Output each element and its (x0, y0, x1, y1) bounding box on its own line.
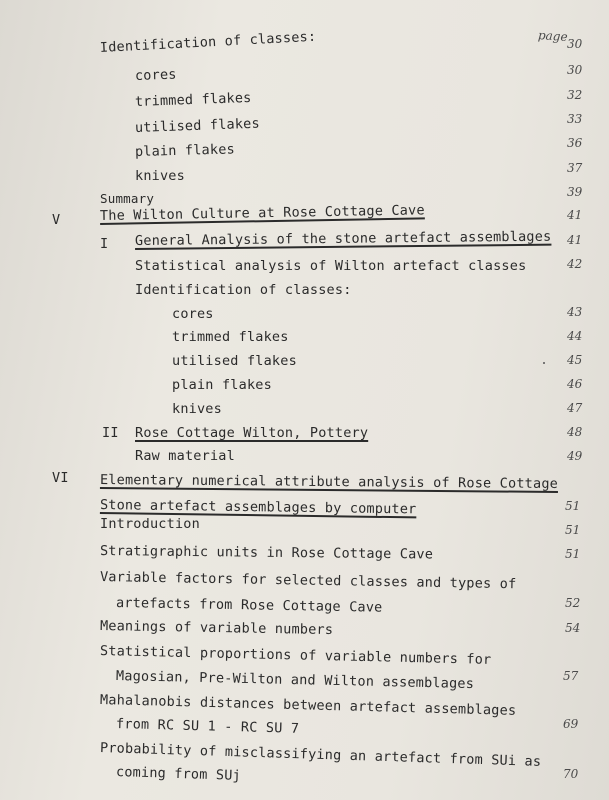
section-numeral: II (102, 425, 119, 441)
toc-entry: Stratigraphic units in Rose Cottage Cave (99, 543, 434, 563)
toc-page-number: 37 (567, 161, 583, 175)
toc-page-number: 51 (565, 547, 581, 561)
toc-entry: Statistical proportions of variable numbers for (99, 643, 492, 668)
toc-entry: cores (134, 66, 177, 84)
toc-entry: Variable factors for selected classes and types of (99, 569, 517, 593)
toc-page-number: 51 (565, 523, 581, 537)
toc-entry: knives (135, 168, 185, 184)
section-title: General Analysis of the stone artefact assemblages (134, 228, 552, 249)
toc-entry: plain flakes (172, 377, 272, 393)
toc-page-number: 41 (567, 233, 583, 247)
toc-entry: Identification of classes: (135, 282, 352, 298)
toc-entry: Probability of misclassifying an artefact from SUi as (99, 740, 542, 770)
toc-page-number: 36 (567, 136, 583, 150)
toc-entry: Statistical analysis of Wilton artefact classes (135, 258, 527, 274)
ink-dot (543, 362, 545, 364)
toc-entry: trimmed flakes (134, 89, 252, 110)
section-numeral: I (100, 236, 109, 252)
toc-entry: Raw material (135, 448, 235, 464)
toc-page-number: 51 (565, 499, 581, 513)
toc-page-number: 70 (563, 767, 579, 781)
toc-page-number: 52 (565, 596, 581, 610)
toc-page-number: 57 (563, 669, 579, 683)
toc-page-number: 30 (567, 63, 583, 77)
toc-entry: Identification of classes: (99, 28, 317, 56)
toc-page-number: 47 (567, 401, 583, 415)
toc-entry: plain flakes (134, 141, 236, 160)
toc-entry: cores (172, 306, 214, 322)
toc-entry-continued: coming from SUj (115, 764, 242, 784)
toc-page-number: 33 (567, 112, 583, 126)
toc-page-number: 41 (567, 208, 583, 222)
toc-entry: knives (172, 401, 222, 417)
toc-entry: Introduction (100, 516, 200, 532)
toc-entry: utilised flakes (134, 115, 261, 136)
toc-page-number: 49 (567, 449, 583, 463)
toc-page-number: 39 (567, 185, 583, 199)
toc-page-number: 42 (567, 257, 583, 271)
toc-entry-continued: Magosian, Pre-Wilton and Wilton assemblages (115, 668, 475, 693)
toc-entry: Summary (100, 191, 155, 206)
chapter-title: The Wilton Culture at Rose Cottage Cave (99, 202, 425, 224)
toc-page-number: 30 (567, 37, 583, 51)
toc-page-number: 54 (565, 621, 581, 635)
toc-page-number: 45 (567, 353, 583, 367)
toc-page-number: 43 (567, 305, 583, 319)
page-column-label: page (537, 27, 569, 45)
toc-entry: trimmed flakes (172, 329, 289, 345)
toc-entry: Meanings of variable numbers (99, 618, 334, 639)
toc-page-number: 48 (567, 425, 583, 439)
chapter-title: Elementary numerical attribute analysis of Rose Cottage (99, 472, 559, 492)
chapter-numeral: V (52, 212, 61, 228)
toc-entry-continued: from RC SU 1 - RC SU 7 (115, 716, 300, 737)
toc-page-number: 69 (563, 717, 579, 731)
toc-entry: Mahalanobis distances between artefact assemblages (99, 692, 517, 719)
toc-page-number: 46 (567, 377, 583, 391)
chapter-title-continued: Stone artefact assemblages by computer (99, 497, 417, 518)
toc-page-number: 32 (567, 88, 583, 102)
chapter-numeral: VI (52, 470, 69, 486)
section-title: Rose Cottage Wilton, Pottery (135, 425, 369, 441)
toc-entry-continued: artefacts from Rose Cottage Cave (115, 595, 383, 616)
toc-entry: utilised flakes (172, 353, 297, 369)
toc-page-number: 44 (567, 329, 583, 343)
